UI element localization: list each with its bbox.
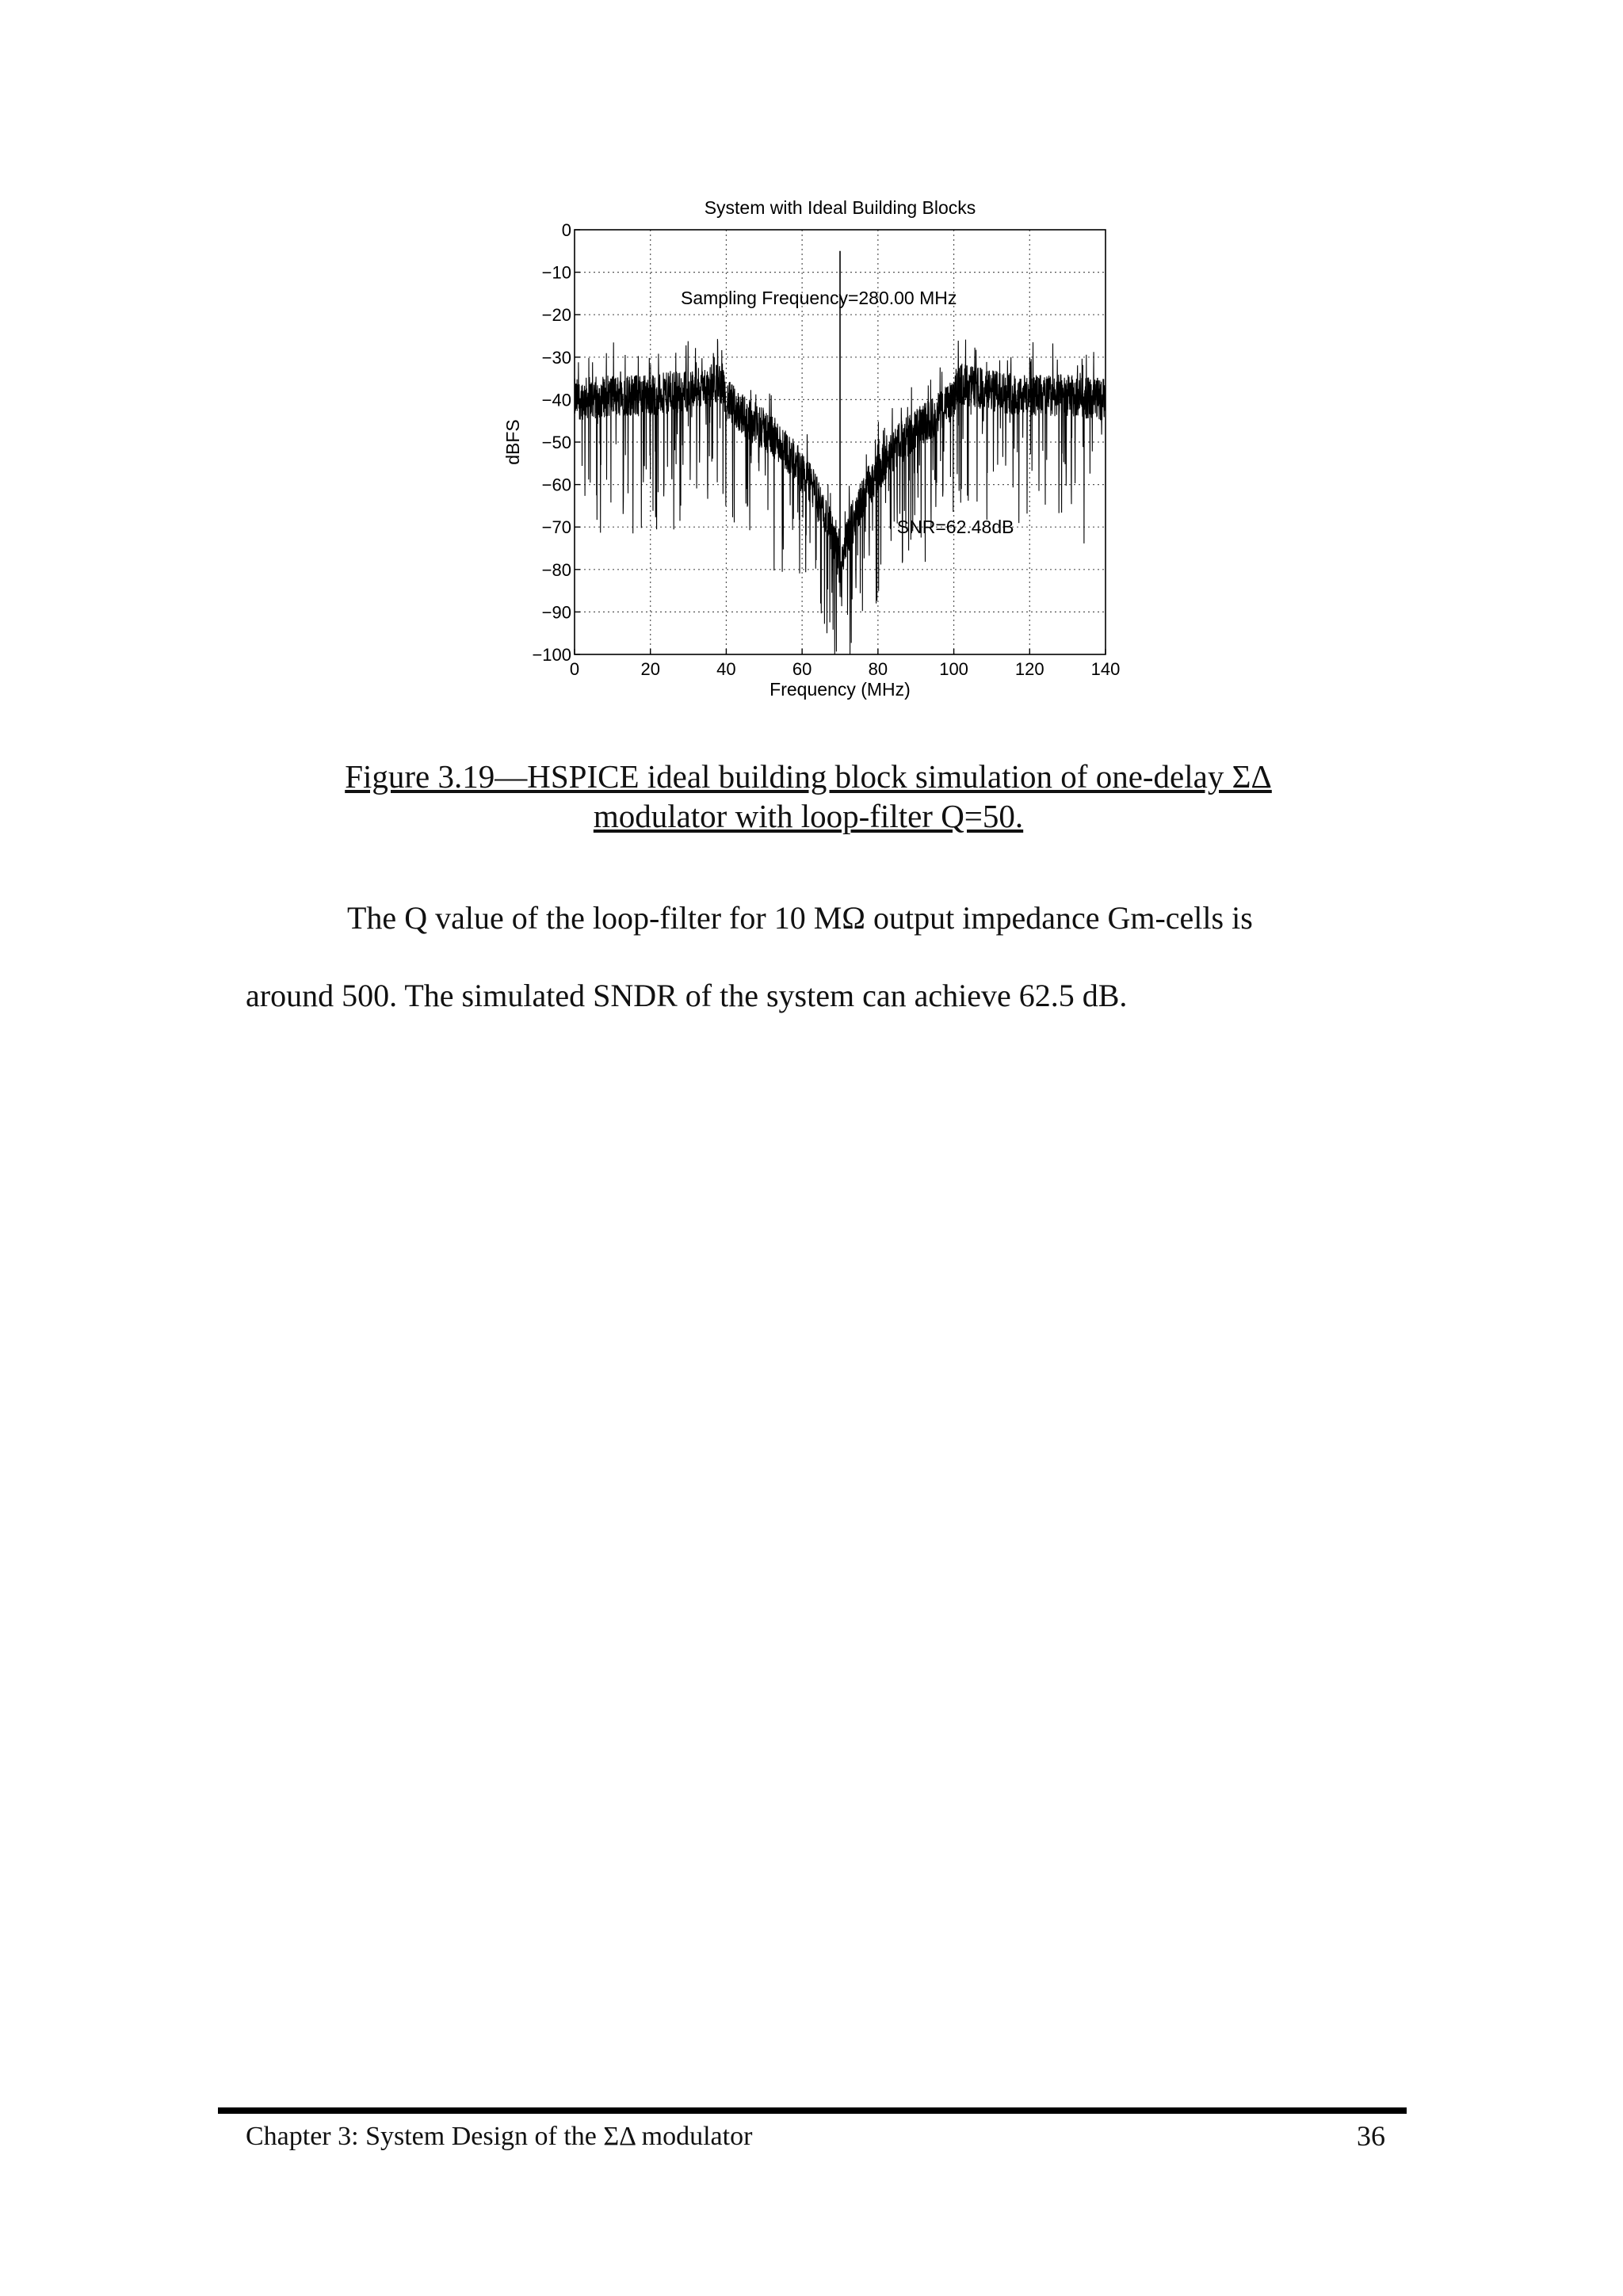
caption-line-1: Figure 3.19—HSPICE ideal building block simulation of one-delay ΣΔ <box>345 758 1272 795</box>
y-tick-label: −50 <box>541 433 571 452</box>
y-tick-label: −70 <box>541 517 571 538</box>
x-tick-label: 100 <box>939 659 968 679</box>
x-tick-label: 0 <box>569 659 580 679</box>
x-tick-label: 140 <box>1090 659 1121 679</box>
y-tick-label: −90 <box>541 602 571 623</box>
x-tick-label: 60 <box>792 659 812 679</box>
y-tick-label: −20 <box>541 305 571 326</box>
spectrum-figure <box>491 186 1141 709</box>
x-tick-label: 120 <box>1014 659 1044 679</box>
y-tick-label: −80 <box>541 559 571 580</box>
x-axis-label: Frequency (MHz) <box>769 679 911 700</box>
x-tick-label: 40 <box>716 659 736 679</box>
page-number: 36 <box>1357 2120 1385 2152</box>
annotation-snr: SNR=62.48dB <box>896 517 1014 538</box>
y-axis-label: dBFS <box>502 419 523 465</box>
figure-caption <box>238 757 1379 836</box>
spectrum-chart <box>491 186 1141 709</box>
footer-chapter-title: Chapter 3: System Design of the ΣΔ modulator <box>246 2122 753 2151</box>
y-tick-label: −40 <box>541 390 571 410</box>
caption-line-2: modulator with loop-filter Q=50. <box>593 798 1024 834</box>
x-tick-label: 80 <box>868 659 888 679</box>
y-tick-label: −100 <box>532 645 571 665</box>
y-tick-label: −60 <box>541 475 571 495</box>
body-paragraph <box>246 879 1387 1035</box>
x-tick-label: 20 <box>640 659 660 679</box>
y-tick-label: 0 <box>561 220 571 240</box>
y-tick-label: −10 <box>541 262 571 283</box>
chart-title: System with Ideal Building Blocks <box>704 197 976 218</box>
y-tick-label: −30 <box>541 347 571 368</box>
footer-rule <box>218 2107 1407 2114</box>
paragraph-line-1: The Q value of the loop-filter for 10 MΩ output impedance Gm-cells is <box>347 900 1253 936</box>
annotation-sampling-frequency: Sampling Frequency=280.00 MHz <box>681 287 957 308</box>
paragraph-line-2: around 500. The simulated SNDR of the system can achieve 62.5 dB. <box>246 978 1128 1013</box>
